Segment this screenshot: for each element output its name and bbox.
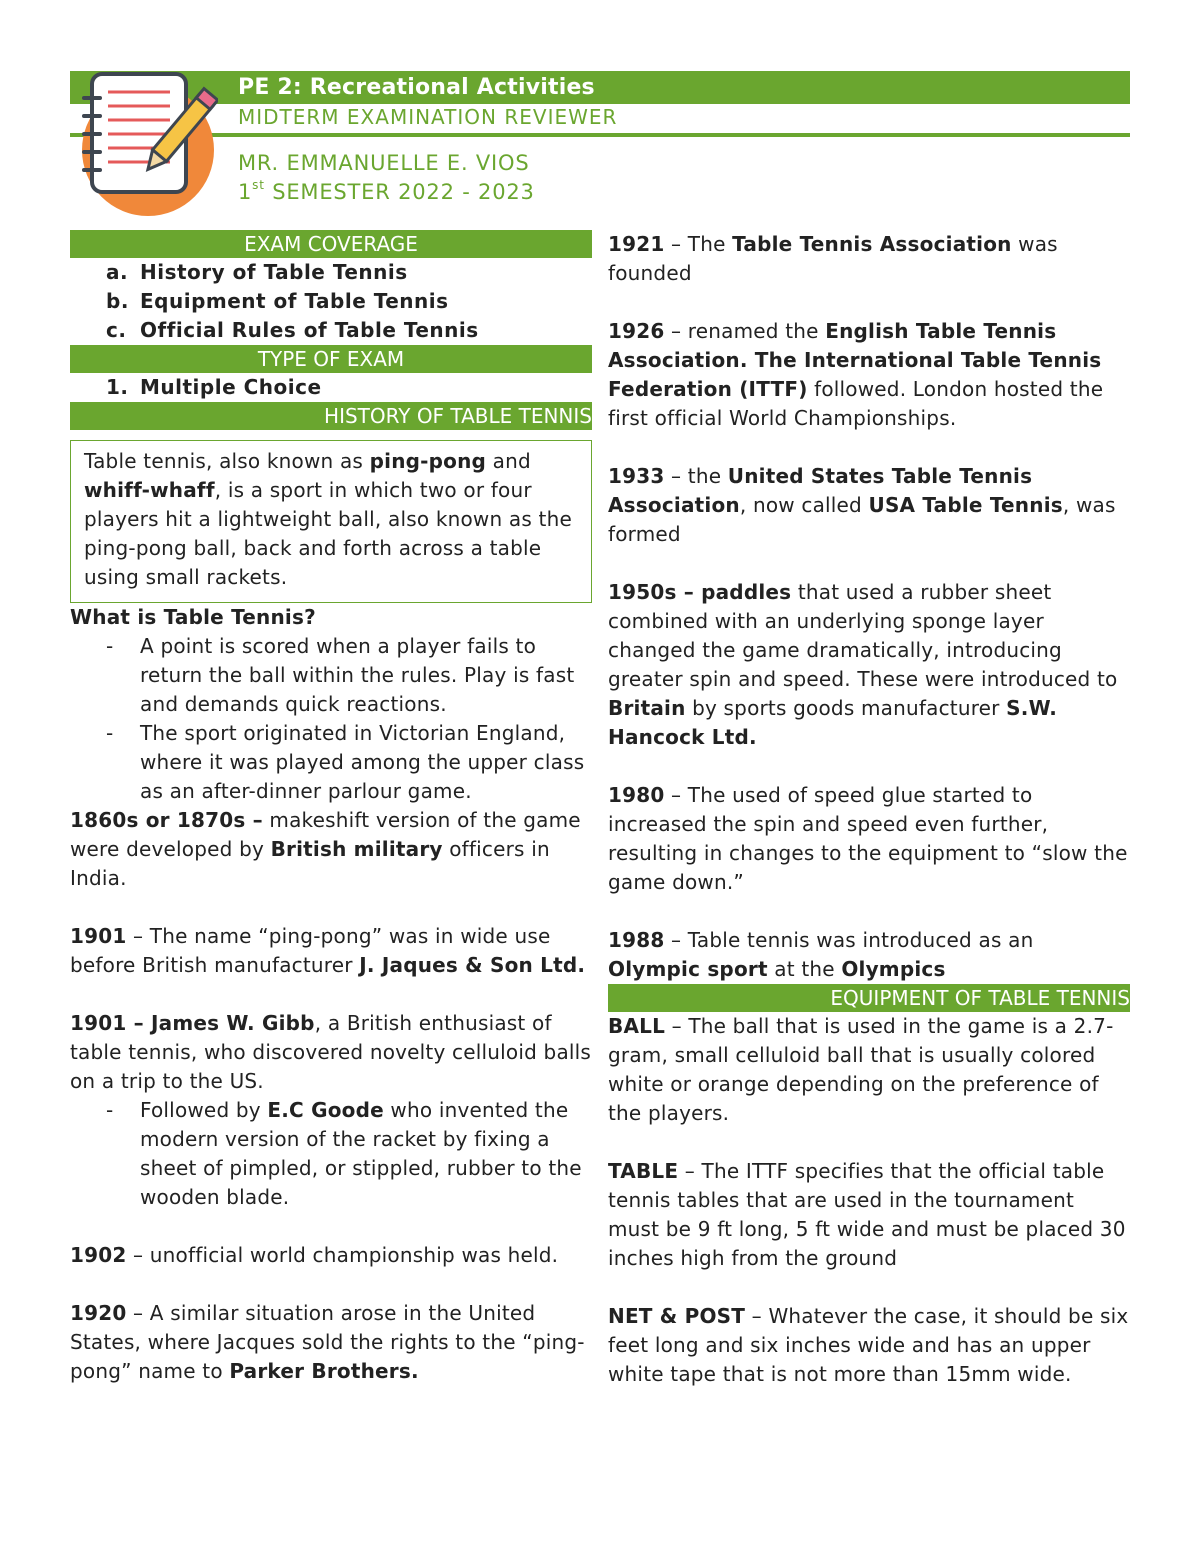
event-1921: 1921 – The Table Tennis Association was founded (608, 232, 1058, 285)
what-is-heading: What is Table Tennis? (70, 605, 316, 629)
list-item: - A point is scored when a player fails to return the ball within the rules. Play is fast and demands quick reactions. (70, 632, 592, 719)
event-1933: 1933 – the United States Table Tennis Association, now called USA Table Tennis, was formed (608, 464, 1116, 546)
event-1860s: 1860s or 1870s – makeshift version of the game were developed by British military officers in India. (70, 808, 581, 890)
left-column (70, 230, 592, 1386)
what-is-list (70, 632, 592, 806)
intro-box (70, 440, 592, 603)
exam-coverage-heading: EXAM COVERAGE (70, 230, 592, 258)
equipment-heading: EQUIPMENT OF TABLE TENNIS (608, 984, 1130, 1012)
event-1901-gibb: 1901 – James W. Gibb, a British enthusiast of table tennis, who discovered novelty celluloid balls on a trip to the US. (70, 1011, 592, 1093)
list-item: - The sport originated in Victorian England, where it was played among the upper class as an after-dinner parlour game. (70, 719, 592, 806)
list-item: c. Official Rules of Table Tennis (106, 318, 479, 342)
type-of-exam-heading: TYPE OF EXAM (70, 345, 592, 373)
list-item: 1. Multiple Choice (106, 375, 322, 399)
header-divider (70, 133, 1130, 137)
event-1988: 1988 – Table tennis was introduced as an Olympic sport at the Olympics (608, 928, 1034, 981)
right-column (608, 230, 1130, 1389)
notebook-pencil-icon (78, 72, 218, 220)
course-title: PE 2: Recreational Activities (238, 75, 595, 100)
history-heading: HISTORY OF TABLE TENNIS (70, 402, 592, 430)
event-1901-list (70, 1096, 592, 1212)
event-1902: 1902 – unofficial world championship was held. (70, 1243, 559, 1267)
event-1901-name: 1901 – The name “ping-pong” was in wide use before British manufacturer J. Jaques & Son Ltd. (70, 924, 586, 977)
exam-coverage-list (70, 258, 592, 345)
instructor-name: MR. EMMANUELLE E. VIOS (238, 151, 530, 175)
list-item: b. Equipment of Table Tennis (106, 289, 449, 313)
list-item: a. History of Table Tennis (106, 260, 408, 284)
event-1950s: 1950s – paddles that used a rubber sheet combined with an underlying sponge layer changed the game dramatically, introducing greater spin and speed. These were introduced to Britain by sports goods manufacturer S.W. Hancock Ltd. (608, 580, 1118, 749)
equipment-net-post: NET & POST – Whatever the case, it should be six feet long and six inches wide and has an upper white tape that is not more than 15mm wide. (608, 1304, 1129, 1386)
event-1980: 1980 – The used of speed glue started to increased the spin and speed even further, resulting in changes to the equipment to “slow the game down.” (608, 783, 1128, 894)
semester-label: 1st SEMESTER 2022 - 2023 (238, 178, 535, 204)
event-1920: 1920 – A similar situation arose in the United States, where Jacques sold the rights to the “ping-pong” name to Parker Brothers. (70, 1301, 585, 1383)
event-1926: 1926 – renamed the English Table Tennis Association. The International Table Tennis Federation (ITTF) followed. London hosted the first official World Championships. (608, 319, 1104, 430)
type-of-exam-list (70, 373, 592, 402)
equipment-table: TABLE – The ITTF specifies that the official table tennis tables that are used in the tournament must be 9 ft long, 5 ft wide and must be placed 30 inches high from the ground (608, 1159, 1126, 1270)
equipment-ball: BALL – The ball that is used in the game is a 2.7-gram, small celluloid ball that is usually colored white or orange depending on the preference of the players. (608, 1014, 1114, 1125)
exam-subtitle: MIDTERM EXAMINATION REVIEWER (238, 105, 618, 129)
header-title-bar (70, 71, 1130, 104)
intro-text: Table tennis, also known as ping-pong and whiff-whaff, is a sport in which two or four players hit a lightweight ball, also known as the ping-pong ball, back and forth across a table using small rackets. (84, 449, 572, 589)
list-item: - Followed by E.C Goode who invented the modern version of the racket by fixing a sheet of pimpled, or stippled, rubber to the wooden blade. (70, 1096, 592, 1212)
